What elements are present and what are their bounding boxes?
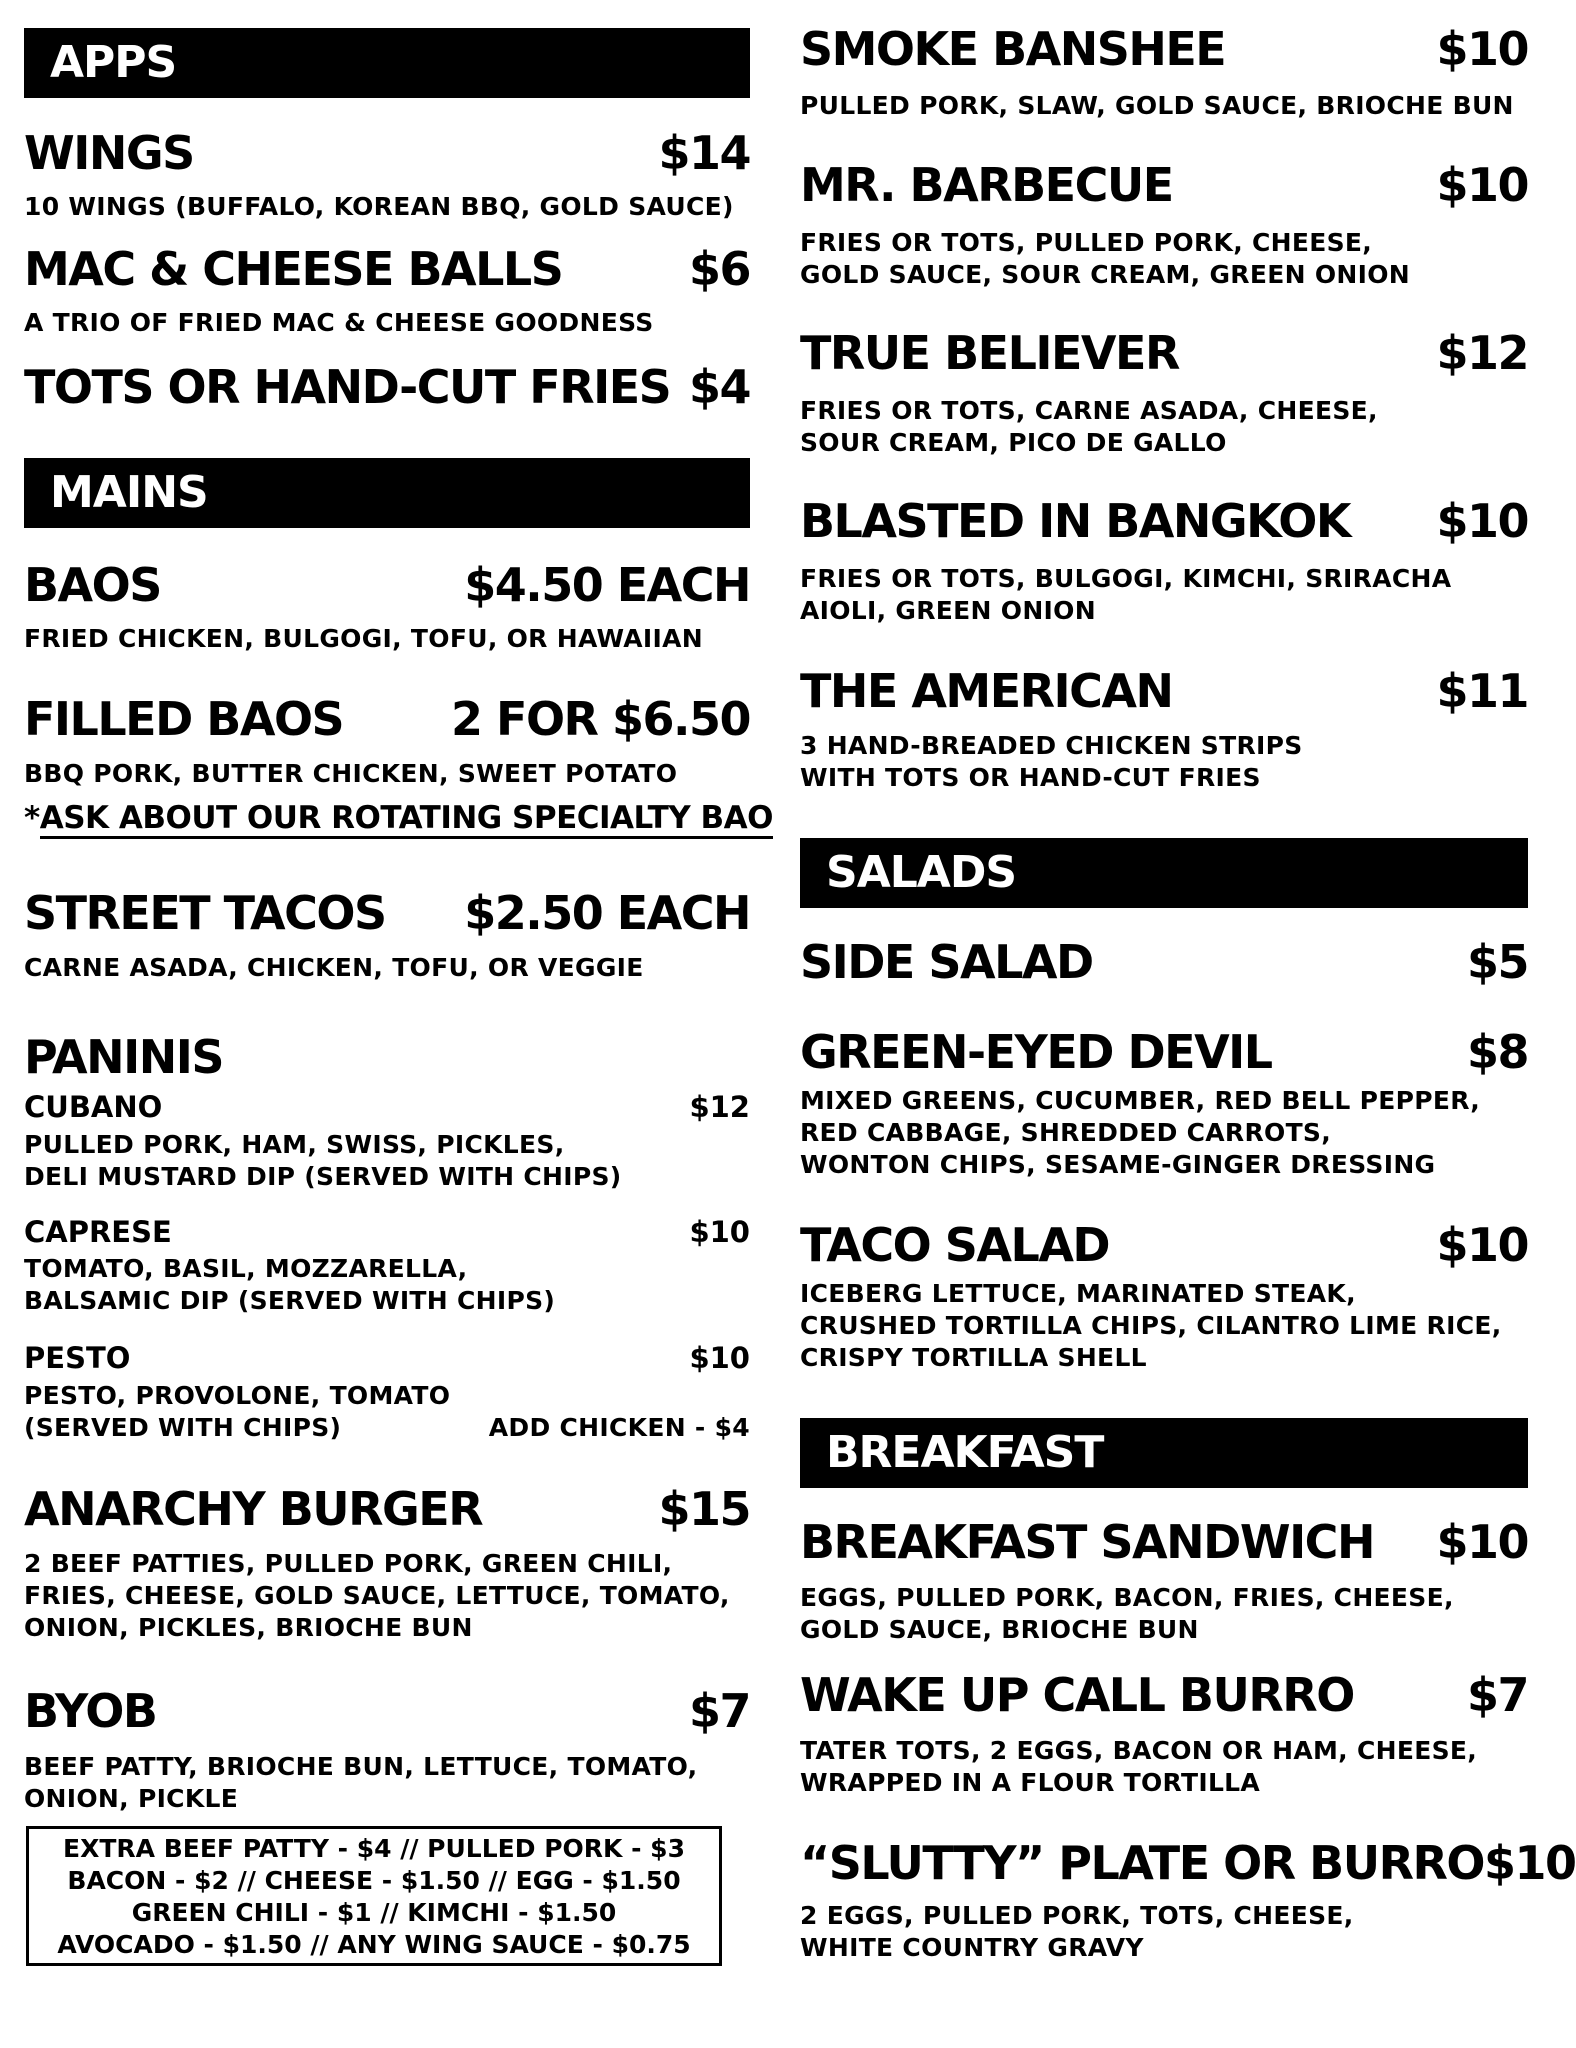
item-description-line3: WONTON CHIPS, SESAME-GINGER DRESSING	[800, 1150, 1436, 1179]
item-description: FRIED CHICKEN, BULGOGI, TOFU, OR HAWAIIAN	[24, 624, 703, 653]
menu-item-mac-cheese-balls	[24, 242, 750, 296]
menu-item-breakfast-sandwich	[800, 1515, 1528, 1569]
item-price: $10	[1436, 494, 1528, 548]
menu-item-side-salad	[800, 935, 1528, 989]
item-description-line2: SOUR CREAM, PICO DE GALLO	[800, 428, 1227, 457]
item-name: MR. BARBECUE	[800, 158, 1173, 212]
item-price: $10	[1484, 1836, 1576, 1890]
item-description-line2: WITH TOTS OR HAND-CUT FRIES	[800, 763, 1261, 792]
item-description-line1: PESTO, PROVOLONE, TOMATO	[24, 1381, 451, 1410]
menu-item-wings	[24, 126, 750, 180]
menu-item-tots-fries	[24, 360, 750, 414]
menu-item-slutty-plate-or-burro	[800, 1836, 1576, 1890]
item-description-line3: CRISPY TORTILLA SHELL	[800, 1343, 1147, 1372]
item-price: $8	[1466, 1025, 1528, 1079]
item-name: BYOB	[24, 1684, 157, 1738]
item-description-line2: AIOLI, GREEN ONION	[800, 596, 1096, 625]
item-description-line1: FRIES OR TOTS, BULGOGI, KIMCHI, SRIRACHA	[800, 564, 1452, 593]
item-description-line1: TATER TOTS, 2 EGGS, BACON OR HAM, CHEESE,	[800, 1736, 1478, 1765]
item-description-line1: ICEBERG LETTUCE, MARINATED STEAK,	[800, 1279, 1356, 1308]
item-description-line2: GOLD SAUCE, SOUR CREAM, GREEN ONION	[800, 260, 1410, 289]
item-price: $10	[1436, 1218, 1528, 1272]
apps-header: APPS	[24, 28, 750, 98]
menu-item-wake-up-call-burro	[800, 1668, 1528, 1722]
item-price: $10	[1436, 158, 1528, 212]
item-description-line2: FRIES, CHEESE, GOLD SAUCE, LETTUCE, TOMATO,	[24, 1581, 730, 1610]
item-description-line1: 2 BEEF PATTIES, PULLED PORK, GREEN CHILI,	[24, 1549, 673, 1578]
item-name: MAC & CHEESE BALLS	[24, 242, 563, 296]
item-description-line2: RED CABBAGE, SHREDDED CARROTS,	[800, 1118, 1332, 1147]
item-description-line2: (SERVED WITH CHIPS)	[24, 1413, 342, 1442]
item-description: CARNE ASADA, CHICKEN, TOFU, OR VEGGIE	[24, 953, 644, 982]
item-name: TOTS OR HAND-CUT FRIES	[24, 360, 671, 414]
item-description: BBQ PORK, BUTTER CHICKEN, SWEET POTATO	[24, 759, 678, 788]
item-description-line2: BALSAMIC DIP (SERVED WITH CHIPS)	[24, 1286, 556, 1315]
menu-item-the-american	[800, 664, 1528, 718]
item-price: $12	[1436, 326, 1528, 380]
item-name: SMOKE BANSHEE	[800, 22, 1226, 76]
item-name: CAPRESE	[24, 1215, 172, 1249]
item-price: $10	[689, 1341, 750, 1375]
item-description-line1: TOMATO, BASIL, MOZZARELLA,	[24, 1254, 468, 1283]
item-name: BREAKFAST SANDWICH	[800, 1515, 1374, 1569]
item-price: $6	[688, 242, 750, 296]
item-name: FILLED BAOS	[24, 692, 344, 746]
item-description-line2: CRUSHED TORTILLA CHIPS, CILANTRO LIME RICE,	[800, 1311, 1502, 1340]
item-name: CUBANO	[24, 1090, 163, 1124]
item-price: 2 FOR $6.50	[451, 692, 750, 746]
item-name: PANINIS	[24, 1030, 223, 1084]
menu-item-baos	[24, 558, 750, 612]
item-name: PESTO	[24, 1341, 131, 1375]
item-description-line1: MIXED GREENS, CUCUMBER, RED BELL PEPPER,	[800, 1086, 1481, 1115]
menu-item-filled-baos	[24, 692, 750, 746]
item-description-line1: 3 HAND-BREADED CHICKEN STRIPS	[800, 731, 1303, 760]
breakfast-header: BREAKFAST	[800, 1418, 1528, 1488]
panini-caprese	[24, 1215, 750, 1249]
item-name: TRUE BELIEVER	[800, 326, 1179, 380]
panini-cubano	[24, 1090, 750, 1124]
item-price: $4	[688, 360, 750, 414]
specialty-bao-note	[24, 800, 774, 836]
item-price: $14	[658, 126, 750, 180]
item-description-line1: EGGS, PULLED PORK, BACON, FRIES, CHEESE,	[800, 1583, 1454, 1612]
extras-box	[26, 1826, 722, 1966]
item-description-line1: PULLED PORK, HAM, SWISS, PICKLES,	[24, 1130, 565, 1159]
item-description-line3: ONION, PICKLES, BRIOCHE BUN	[24, 1613, 473, 1642]
item-description: 10 WINGS (BUFFALO, KOREAN BBQ, GOLD SAUCE)	[24, 192, 734, 221]
menu-item-true-believer	[800, 326, 1528, 380]
menu-item-mr-barbecue	[800, 158, 1528, 212]
extras-line: GREEN CHILI - $1 // KIMCHI - $1.50	[131, 1898, 617, 1927]
item-price: $12	[689, 1090, 750, 1124]
note-text: ASK ABOUT OUR ROTATING SPECIALTY BAO	[40, 800, 773, 839]
menu-item-street-tacos	[24, 886, 750, 940]
salads-header: SALADS	[800, 838, 1528, 908]
item-price: $15	[658, 1482, 750, 1536]
item-price: $5	[1466, 935, 1528, 989]
item-name: BAOS	[24, 558, 161, 612]
note-prefix: *	[24, 800, 40, 836]
item-description-line1: 2 EGGS, PULLED PORK, TOTS, CHEESE,	[800, 1901, 1354, 1930]
item-description-line1: BEEF PATTY, BRIOCHE BUN, LETTUCE, TOMATO,	[24, 1752, 698, 1781]
pesto-line2	[24, 1412, 750, 1444]
menu-item-anarchy-burger	[24, 1482, 750, 1536]
item-description-line2: DELI MUSTARD DIP (SERVED WITH CHIPS)	[24, 1162, 622, 1191]
menu-item-smoke-banshee	[800, 22, 1528, 76]
item-price: $10	[689, 1215, 750, 1249]
item-description-line2: WRAPPED IN A FLOUR TORTILLA	[800, 1768, 1261, 1797]
menu-item-byob	[24, 1684, 750, 1738]
item-name: STREET TACOS	[24, 886, 386, 940]
item-name: GREEN-EYED DEVIL	[800, 1025, 1272, 1079]
item-name: BLASTED IN BANGKOK	[800, 494, 1350, 548]
item-description-line1: FRIES OR TOTS, CARNE ASADA, CHEESE,	[800, 396, 1378, 425]
item-name: SIDE SALAD	[800, 935, 1093, 989]
item-name: ANARCHY BURGER	[24, 1482, 483, 1536]
item-description: A TRIO OF FRIED MAC & CHEESE GOODNESS	[24, 308, 654, 337]
extras-line: AVOCADO - $1.50 // ANY WING SAUCE - $0.75	[57, 1930, 691, 1959]
menu-item-taco-salad	[800, 1218, 1528, 1272]
item-price: $7	[688, 1684, 750, 1738]
item-description-line1: FRIES OR TOTS, PULLED PORK, CHEESE,	[800, 228, 1373, 257]
item-name: WAKE UP CALL BURRO	[800, 1668, 1354, 1722]
item-price: $11	[1436, 664, 1528, 718]
item-price: $10	[1436, 22, 1528, 76]
menu-item-blasted-in-bangkok	[800, 494, 1528, 548]
paninis-title	[24, 1030, 750, 1084]
mains-header: MAINS	[24, 458, 750, 528]
item-price: $4.50 EACH	[464, 558, 750, 612]
menu-item-green-eyed-devil	[800, 1025, 1528, 1079]
item-name: THE AMERICAN	[800, 664, 1173, 718]
item-price: $2.50 EACH	[464, 886, 750, 940]
item-name: TACO SALAD	[800, 1218, 1110, 1272]
item-price: $10	[1436, 1515, 1528, 1569]
item-description-line2: ONION, PICKLE	[24, 1784, 239, 1813]
panini-pesto	[24, 1341, 750, 1375]
item-name: WINGS	[24, 126, 194, 180]
item-name: “SLUTTY” PLATE OR BURRO	[800, 1836, 1485, 1890]
item-price: $7	[1466, 1668, 1528, 1722]
item-description-line1: PULLED PORK, SLAW, GOLD SAUCE, BRIOCHE BUN	[800, 91, 1514, 120]
extras-line: EXTRA BEEF PATTY - $4 // PULLED PORK - $3	[63, 1834, 685, 1863]
item-description-line2: WHITE COUNTRY GRAVY	[800, 1933, 1144, 1962]
item-description-line2: GOLD SAUCE, BRIOCHE BUN	[800, 1615, 1199, 1644]
add-chicken-option: ADD CHICKEN - $4	[488, 1413, 750, 1442]
extras-line: BACON - $2 // CHEESE - $1.50 // EGG - $1.50	[67, 1866, 681, 1895]
